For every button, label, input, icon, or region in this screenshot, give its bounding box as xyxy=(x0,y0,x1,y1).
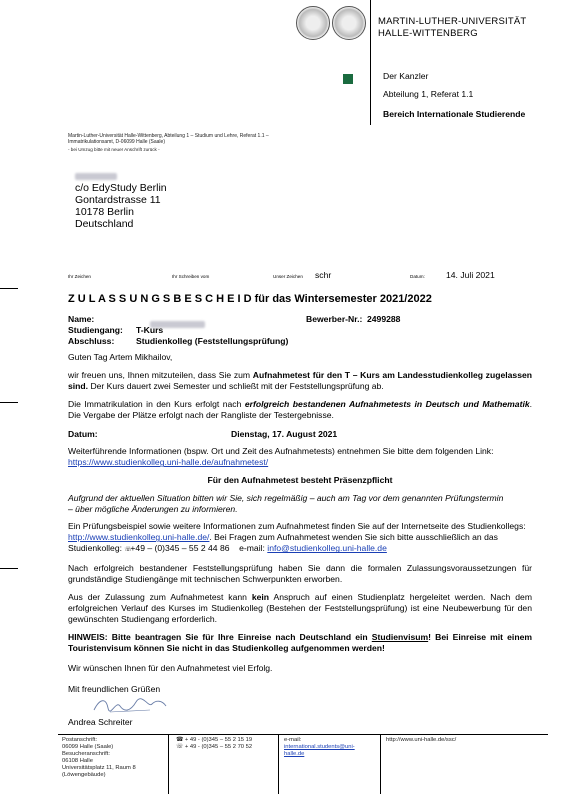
letter-title: Z U L A S S U N G S B E S C H E I D für das Wintersemester 2021/2022 xyxy=(68,293,432,305)
footer-addresses: Postanschrift: 06099 Halle (Saale) Besucheranschrift: 06108 Halle Universitätsplatz 11, Raum 8 (Löwengebäude) xyxy=(62,737,136,778)
paragraph-no-claim: Aus der Zulassung zum Aufnahmetest kann kein Anspruch auf einen Studienplatz hergeleitet werden. Nach dem erfolgreichen Verlauf des Kurses im Studienkolleg (Bestehen der Feststellungsprüfung) ist eine Neubewerbung für den gewünschten Studiengang erforderlich. xyxy=(68,592,532,625)
phone-icon: ☏ xyxy=(124,547,132,554)
fold-mark-1 xyxy=(0,288,18,289)
recipient-name-redacted xyxy=(75,170,167,182)
paragraph-qualification: Nach erfolgreich bestandener Feststellungsprüfung haben Sie dann die formalen Zulassungsvoraussetzungen für grundständige Studiengänge mit technischen Schwerpunkten erworben. xyxy=(68,563,532,585)
section-name: Bereich Internationale Studierende xyxy=(383,109,526,119)
bewerber-nr: 2499288 xyxy=(367,314,401,324)
footer-email: e-mail: international.students@uni- halle.de xyxy=(284,737,355,757)
ref-ihr-zeichen: Ihr Zeichen xyxy=(68,274,91,279)
fold-mark-3 xyxy=(0,568,18,569)
accent-square xyxy=(343,74,353,84)
footer-phone: ☎ + 49 - (0)345 – 55 2 15 19 ☏ + 49 - (0)345 – 55 2 70 52 xyxy=(176,737,253,750)
office-name: Der Kanzler xyxy=(383,71,429,81)
name-label: Name: xyxy=(68,314,95,324)
footer-web[interactable]: http://www.uni-halle.de/ssc/ xyxy=(386,737,457,743)
header-divider xyxy=(370,0,371,125)
paragraph-admission: wir freuen uns, Ihnen mitzuteilen, dass Sie zum Aufnahmetest für den T – Kurs am Landesstudienkolleg zugelassen sind. Der Kurs dauert zwei Semester und schließt mit der Feststellungsprüfung ab. xyxy=(68,370,532,392)
footer-col-divider-3 xyxy=(380,734,381,794)
paragraph-info: Weiterführende Informationen (bspw. Ort und Zeit des Aufnahmetests) entnehmen Sie bitte dem folgenden Link: https://www.studienkolleg.uni-halle.de/aufnahmetest/ xyxy=(68,446,494,468)
presence-note: Für den Aufnahmetest besteht Präsenzpflicht xyxy=(207,475,393,485)
test-date: Dienstag, 17. August 2021 xyxy=(231,429,338,439)
studienkolleg-link[interactable]: http://www.studienkolleg.uni-halle.de/ xyxy=(68,532,210,543)
greeting: Guten Tag Artem Mikhailov, xyxy=(68,352,173,362)
closing: Mit freundlichen Grüßen xyxy=(68,684,161,694)
sender-address: Martin-Luther-Universität Halle-Wittenberg, Abteilung 1 – Studium und Lehre, Referat 1.1 – Immatrikulationsamt, D-06099 Halle (Saale) - bei Umzug bitte mit neuer Anschrift zurück - xyxy=(68,133,269,152)
visa-notice: HINWEIS: Bitte beantragen Sie für Ihre Einreise nach Deutschland ein Studienvisum! Bei Einreise mit einem Touristenvisum können Sie nicht in das Studienkolleg aufgenommen werden! xyxy=(68,632,532,654)
studienkolleg-email-link[interactable]: info@studienkolleg.uni-halle.de xyxy=(267,543,387,554)
ref-ihr-schreiben: Ihr Schreiben vom xyxy=(172,274,210,279)
bewerber-label: Bewerber-Nr.: xyxy=(306,314,363,324)
abschluss-value: Studienkolleg (Feststellungsprüfung) xyxy=(136,336,289,346)
ref-datum: 14. Juli 2021 xyxy=(446,270,495,280)
fax-icon: ☏ xyxy=(176,744,184,750)
ref-unser-zeichen-label: Unser Zeichen xyxy=(273,274,303,279)
aufnahmetest-link[interactable]: https://www.studienkolleg.uni-halle.de/aufnahmetest/ xyxy=(68,457,269,468)
footer-email-link[interactable]: international.students@uni- halle.de xyxy=(284,744,355,757)
footer-divider xyxy=(58,734,548,735)
footer-col-divider-1 xyxy=(168,734,169,794)
phone-icon: ☎ xyxy=(176,737,184,743)
signatory: Andrea Schreiter xyxy=(68,717,133,727)
studiengang-label: Studiengang: xyxy=(68,325,123,335)
studiengang-value: T-Kurs xyxy=(136,325,164,335)
university-seal-left xyxy=(296,6,330,40)
ref-datum-label: Datum: xyxy=(410,274,425,279)
fold-mark-2 xyxy=(0,402,18,403)
paragraph-example: Ein Prüfungsbeispiel sowie weitere Informationen zum Aufnahmetest finden Sie auf der Internetseite des Studienkollegs: http://www.studienkolleg.uni-halle.de/. Bei Fragen zum Aufnahmetest wenden Sie sich bitte ausschließlich an das Studienkolleg: ☏+49 – (0)345 – 55 2 44 86 e-mail: info@studienkolleg.uni-halle.de xyxy=(68,521,532,557)
abschluss-label: Abschluss: xyxy=(68,336,115,346)
footer-col-divider-2 xyxy=(278,734,279,794)
test-date-label: Datum: xyxy=(68,429,98,439)
ref-unser-zeichen: schr xyxy=(315,270,332,280)
university-name: MARTIN-LUTHER-UNIVERSITÄT HALLE-WITTENBERG xyxy=(378,16,527,39)
good-luck-wish: Wir wünschen Ihnen für den Aufnahmetest viel Erfolg. xyxy=(68,663,273,673)
university-seal-right xyxy=(332,6,366,40)
paragraph-enrollment: Die Immatrikulation in den Kurs erfolgt nach erfolgreich bestandenen Aufnahmetests in Deutsch und Mathematik. Die Vergabe der Plätze erfolgt nach der Rangliste der Testergebnisse. xyxy=(68,399,533,421)
paragraph-situation: Aufgrund der aktuellen Situation bitten wir Sie, sich regelmäßig – auch am Tag vor dem genannten Prüfungstermin – über mögliche Änderungen zu informieren. xyxy=(68,493,504,515)
department-name: Abteilung 1, Referat 1.1 xyxy=(383,89,474,99)
recipient-address: c/o EdyStudy Berlin Gontardstrasse 11 10178 Berlin Deutschland xyxy=(75,170,167,230)
signature xyxy=(90,694,170,716)
